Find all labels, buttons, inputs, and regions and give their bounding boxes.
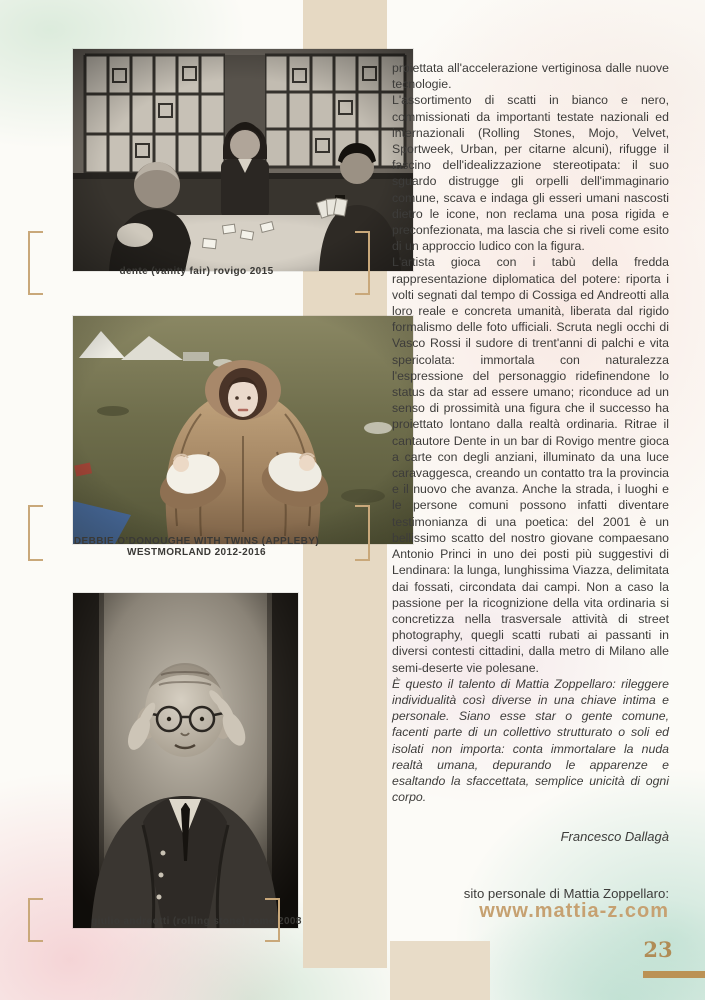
corner-bracket-right-icon (355, 505, 370, 561)
article-closing-paragraph: È questo il talento di Mattia Zoppellaro: rileggere individualità così diverse in una chiave intima e personale. Siano esse star o gente comune, facenti parte di un collettivo strutturato o soli ed isolati non importa: conta immortalare la nuda realtà umana, depurando le apparenze e esaltando la sfaccettata, semplice unicità di ogni corpo. (392, 676, 669, 805)
photo-caption-andreotti: giulio andreotti (rolling stone) rome 2008 (91, 916, 302, 927)
corner-bracket-left-icon (28, 898, 43, 942)
article-paragraph: proiettata all'accelerazione vertiginosa dalle nuove tecnologie. (392, 61, 669, 92)
article-paragraph: L'assortimento di scatti in bianco e nero, commissionati da importanti testate nazionali ed internazionali (Rolling Stones, Mojo, Velvet, Sportweek, Urban, per citarne alcuni), rifugge il fascino dell'idealizzazione stereotipata: il suo sguardo distrugge gli orpelli dell'immaginario comune, scava e indaga gli esseri umani nascosti dietro le icone, non reclama una posa rigida e preconfezionata, ma lascia che si riveli come esito di un approccio ludico con la figura. (392, 93, 669, 254)
photo-andreotti (73, 593, 298, 928)
photo-caption-debbie: DEBBIE O’DONOUGHE WITH TWINS (APPLEBY) WESTMORLAND 2012-2016 (73, 536, 320, 558)
corner-bracket-right-icon (355, 231, 370, 295)
corner-bracket-right-icon (265, 898, 280, 942)
author-byline: Francesco Dallagà (560, 829, 669, 845)
page-number: 23 (643, 937, 673, 962)
photo-caption-dente: dente (vanity fair) rovigo 2015 (119, 266, 274, 277)
footer-bar-decoration (643, 971, 705, 978)
article-paragraph: L'artista gioca con i tabù della fredda rappresentazione diplomatica del potere: riporta i volti segnati dal tempo di Cossiga ed Andreotti alla loro reale e concreta umanità, liberata dal rigido formalismo delle foto ufficiali. Scruta negli occhi di Vasco Rossi il sudore di trent'anni di palchi e vita spericolata: immortala con naturalezza l'espressione del personaggio ridefinendone lo status da star ad essere umano; riconduce ad un senso di prossimità una figura che il successo ha proiettato lontano dalla realtà ordinaria. Ritrae il cantautore Dente in un bar di Rovigo mentre gioca a carte con degli anziani, illuminato da una luce caravaggesca, creando un contatto tra la provincia e il nuovo che avanza. Anche la strada, i luoghi e le persone comuni possono infatti diventare testimonianza di una poetica: del 2001 è un bellissimo scatto del nostro giovane compaesano Antonio Princi in uno dei posti più suggestivi di Lendinara: la lunga, lunghissima Viazza, delimitata dai fossati, circondata dai campi. Non a caso la passione per la ricognizione della vita ordinaria si concretizza nella trasversale attività di street photography, quegli scatti rubati ai passanti in diversi contesti cittadini, dalla metro di Milano alle semi-deserte vie polesane. (392, 255, 669, 675)
beige-block-decoration (390, 941, 490, 1000)
website-url-link[interactable]: www.mattia-z.com (479, 899, 669, 922)
corner-bracket-left-icon (28, 505, 43, 561)
website-label: sito personale di Mattia Zoppellaro: (463, 885, 669, 901)
corner-bracket-left-icon (28, 231, 43, 295)
article-text-column (392, 60, 669, 922)
